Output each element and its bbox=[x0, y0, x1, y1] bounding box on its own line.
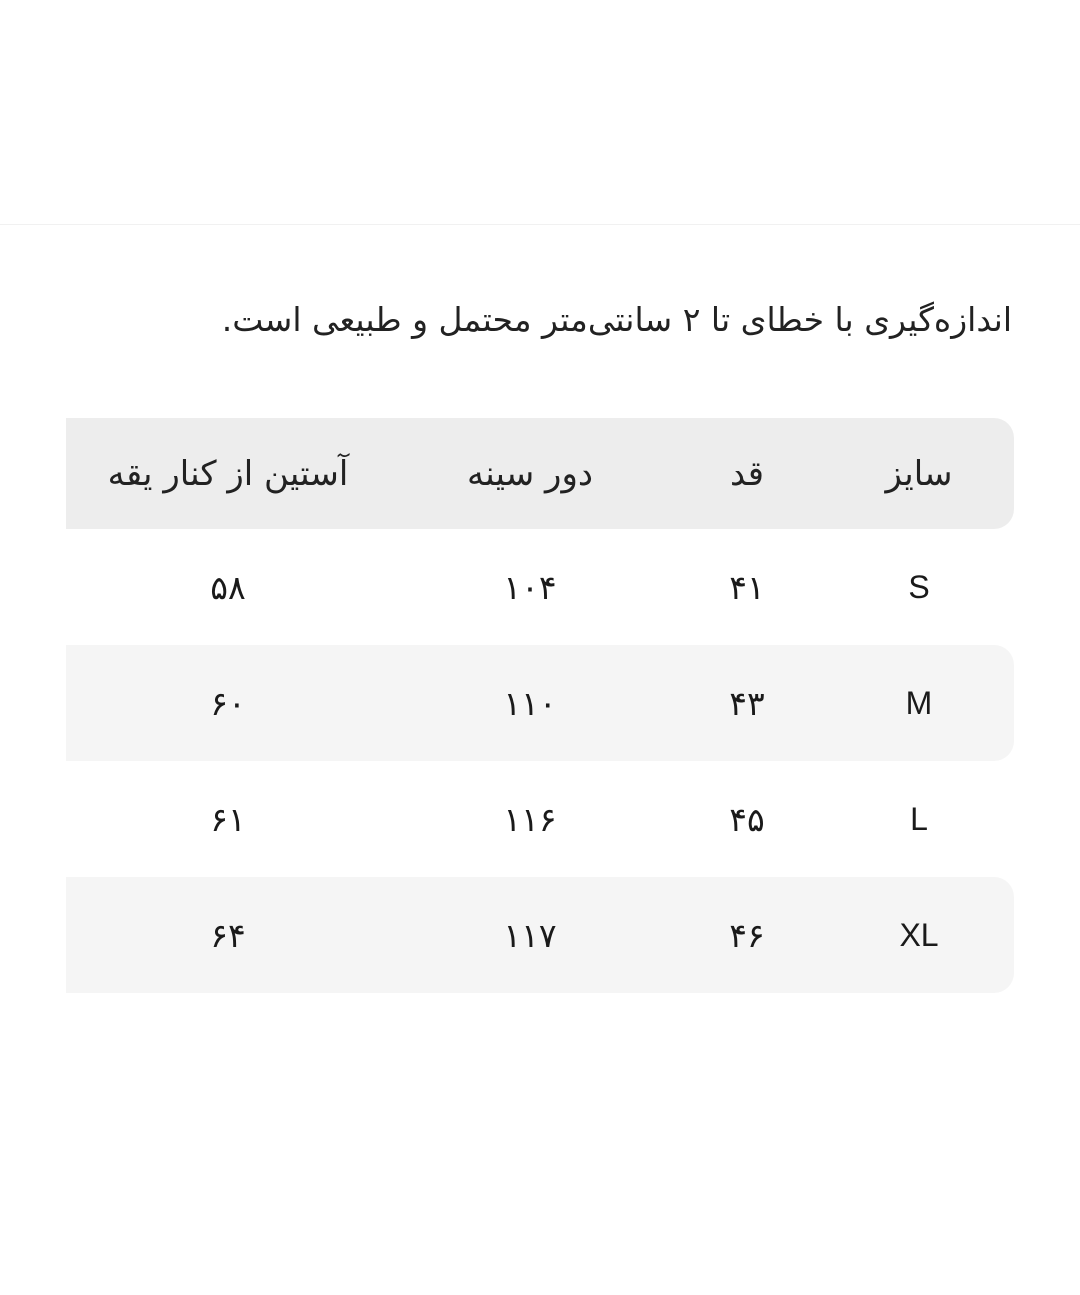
size-cell: XL bbox=[899, 916, 939, 953]
sleeve-cell: ۶۰ bbox=[210, 683, 246, 723]
length-cell: ۴۵ bbox=[729, 799, 765, 839]
table-row bbox=[66, 529, 1014, 645]
chest-cell: ۱۰۴ bbox=[503, 567, 557, 607]
length-cell: ۴۳ bbox=[729, 683, 765, 723]
chest-cell: ۱۱۷ bbox=[503, 915, 557, 955]
header-length: قد bbox=[729, 453, 765, 494]
table-header-row bbox=[66, 418, 1014, 529]
length-cell: ۴۶ bbox=[729, 915, 765, 955]
header-chest: دور سینه bbox=[466, 453, 594, 494]
chest-cell: ۱۱۶ bbox=[503, 799, 557, 839]
table-row bbox=[66, 645, 1014, 761]
sleeve-cell: ۵۸ bbox=[210, 567, 246, 607]
chest-cell: ۱۱۰ bbox=[503, 683, 557, 723]
table-row bbox=[66, 761, 1014, 877]
size-cell: S bbox=[908, 568, 930, 605]
table-row bbox=[66, 877, 1014, 993]
top-divider bbox=[0, 224, 1080, 225]
sleeve-cell: ۶۴ bbox=[210, 915, 246, 955]
header-sleeve: آستین از کنار یقه bbox=[107, 453, 349, 494]
length-cell: ۴۱ bbox=[729, 567, 765, 607]
size-cell: L bbox=[910, 800, 928, 837]
header-size: سایز bbox=[885, 453, 953, 494]
size-cell: M bbox=[905, 684, 933, 721]
measurement-note: اندازه‌گیری با خطای تا ۲ سانتی‌متر محتمل و طبیعی است. bbox=[221, 300, 1012, 339]
sleeve-cell: ۶۱ bbox=[210, 799, 246, 839]
size-table bbox=[66, 418, 1014, 993]
